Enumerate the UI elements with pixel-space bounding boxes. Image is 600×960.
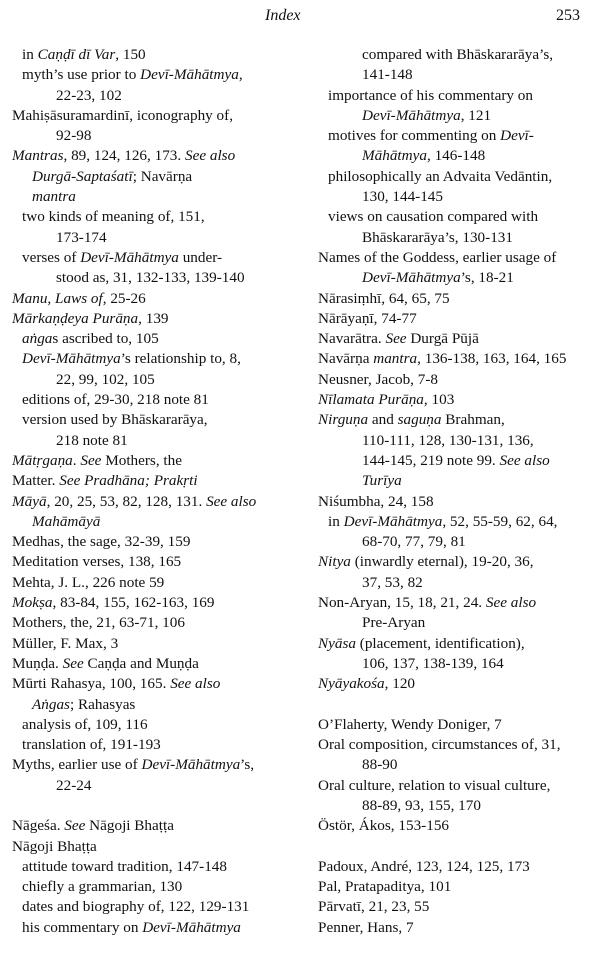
index-entry — [12, 471, 298, 491]
index-entry-continuation — [318, 431, 598, 451]
entry-text: See also — [184, 147, 236, 165]
index-entry — [318, 776, 598, 796]
entry-text: chiefly a grammarian, 130 — [22, 878, 183, 896]
entry-text: See also — [485, 594, 537, 612]
index-column-right — [318, 45, 598, 938]
entry-text: , 150 — [115, 46, 146, 63]
entry-text: 92-98 — [56, 127, 92, 145]
index-subentry — [12, 410, 298, 430]
entry-text: , 89, 124, 126, 173. — [63, 147, 185, 165]
index-entry — [318, 329, 598, 349]
index-entry — [318, 593, 598, 613]
index-entry — [318, 715, 598, 735]
entry-text: 106, 137, 138-139, 164 — [362, 654, 504, 672]
index-subentry — [12, 45, 298, 65]
entry-text: , 136-138, 163, 164, 165 — [417, 350, 567, 368]
index-subentry — [12, 167, 298, 187]
index-subentry — [12, 390, 298, 410]
entry-text: 22, 99, 102, 105 — [56, 370, 155, 388]
index-subentry — [12, 857, 298, 877]
index-subentry — [318, 512, 598, 532]
entry-text: Devī-Māhātmya — [142, 918, 241, 936]
entry-text: See — [64, 817, 86, 835]
index-entry-continuation — [318, 654, 598, 674]
letter-group-gap — [12, 796, 298, 816]
entry-text: O’Flaherty, Wendy Doniger, 7 — [318, 715, 502, 733]
index-entry-continuation — [318, 228, 598, 248]
index-entry — [12, 146, 298, 166]
entry-text: Mārkaṇḍeya Purāṇa — [12, 309, 139, 327]
entry-text: Mokṣa — [12, 594, 53, 612]
index-entry-continuation — [318, 65, 598, 85]
entry-text: , 83-84, 155, 162-163, 169 — [52, 594, 215, 612]
index-entry-continuation — [318, 573, 598, 593]
entry-text: aṅga — [22, 330, 53, 348]
index-subentry — [12, 207, 298, 227]
entry-text: Pal, Pratapaditya, 101 — [318, 878, 452, 896]
index-entry-continuation — [318, 187, 598, 207]
index-entry — [12, 837, 298, 857]
entry-text: , 103 — [423, 391, 455, 409]
entry-text: Meditation verses, 138, 165 — [12, 553, 182, 571]
index-entry — [318, 634, 598, 654]
index-subentry — [12, 349, 298, 369]
entry-text: Navarātra. — [318, 330, 386, 348]
entry-text: , 20, 25, 53, 82, 128, 131. — [46, 492, 207, 510]
index-subentry — [12, 695, 298, 715]
entry-text: saguṇa — [397, 411, 442, 429]
letter-group-gap — [318, 837, 598, 857]
index-entry-continuation — [12, 776, 298, 796]
index-subentry — [12, 715, 298, 735]
entry-text: Padoux, André, 123, 124, 125, 173 — [318, 857, 530, 875]
entry-text: Neusner, Jacob, 7-8 — [318, 370, 439, 388]
index-entry — [12, 613, 298, 633]
index-entry — [318, 918, 598, 938]
entry-text: Devī-Māhātmya — [22, 350, 121, 368]
entry-text: editions of, 29-30, 218 note 81 — [22, 391, 209, 409]
entry-text: Mehta, J. L., 226 note 59 — [12, 573, 165, 591]
entry-text: his commentary on — [22, 918, 143, 936]
entry-text: analysis of, 109, 116 — [22, 715, 148, 733]
running-head — [0, 4, 600, 28]
index-entry-continuation — [12, 126, 298, 146]
entry-text: Non-Aryan, 15, 18, 21, 24. — [318, 594, 486, 612]
entry-text: Nitya — [318, 553, 351, 571]
index-entry-continuation — [318, 451, 598, 471]
entry-text: in — [328, 512, 344, 530]
index-entry-continuation — [318, 45, 598, 65]
entry-text: , — [238, 66, 243, 84]
entry-text: Mothers, the, 21, 63-71, 106 — [12, 614, 185, 632]
index-entry-continuation — [318, 146, 598, 166]
index-entry — [318, 897, 598, 917]
entry-text: dates and biography of, 122, 129-131 — [22, 898, 250, 916]
index-subentry — [12, 877, 298, 897]
index-entry — [12, 552, 298, 572]
letter-group-gap — [318, 695, 598, 715]
entry-text: See also — [499, 451, 550, 469]
entry-text: (inwardly eternal), 19-20, 36, — [350, 553, 534, 571]
index-entry-continuation — [12, 86, 298, 106]
entry-text: 218 note 81 — [56, 431, 128, 449]
entry-text: Turīya — [362, 472, 402, 490]
index-entry-continuation — [318, 755, 598, 775]
entry-text: in — [22, 46, 38, 63]
entry-text: Nārasiṃhī, 64, 65, 75 — [318, 289, 450, 307]
entry-text: Myths, earlier use of — [12, 756, 142, 774]
entry-text: Mahāmāyā — [32, 512, 101, 530]
entry-text: motives for commenting on — [328, 127, 501, 145]
entry-text: Mahiṣāsuramardinī, iconography of, — [12, 106, 234, 124]
entry-text: myth’s use prior to — [22, 66, 141, 84]
entry-text: Nīlamata Purāṇa — [318, 391, 424, 409]
entry-text: Devī-Māhātmya — [141, 756, 241, 774]
index-subentry — [318, 207, 598, 227]
entry-text: , 25-26 — [102, 289, 146, 307]
index-subentry — [12, 65, 298, 85]
entry-text: Mūrti Rahasya, 100, 165. — [12, 675, 171, 693]
index-entry — [12, 309, 298, 329]
entry-text: ’s, — [240, 756, 255, 774]
index-entry — [12, 289, 298, 309]
entry-text: 88-89, 93, 155, 170 — [362, 796, 481, 814]
index-entry-continuation — [12, 228, 298, 248]
index-subentry — [12, 897, 298, 917]
index-entry — [12, 593, 298, 613]
index-entry — [318, 816, 598, 836]
entry-text: Müller, F. Max, 3 — [12, 634, 119, 652]
entry-text: Pārvatī, 21, 23, 55 — [318, 898, 430, 916]
entry-text: 22-24 — [56, 776, 92, 794]
entry-text: Aṅgas — [32, 695, 70, 713]
entry-text: Nāgoji Bhaṭṭa — [85, 817, 174, 835]
index-entry-continuation — [318, 106, 598, 126]
entry-text: Māhātmya — [362, 147, 427, 165]
entry-text: , 139 — [138, 309, 169, 327]
index-subentry — [12, 918, 298, 938]
index-entry — [12, 634, 298, 654]
entry-text: Māyā — [12, 492, 47, 510]
index-entry-continuation — [318, 532, 598, 552]
entry-text: Oral composition, circumstances of, 31, — [318, 736, 561, 754]
entry-text: two kinds of meaning of, 151, — [22, 208, 205, 226]
entry-text: Mātṛgaṇa — [12, 451, 73, 469]
index-entry-continuation — [318, 471, 598, 491]
entry-text: philosophically an Advaita Vedāntin, — [328, 167, 553, 185]
entry-text: Devī-Māhātmya — [343, 512, 443, 530]
entry-text: , 120 — [384, 675, 416, 693]
entry-text: ’s, 18-21 — [460, 269, 514, 287]
entry-text: Navārṇa — [318, 350, 374, 368]
entry-text: mantra — [32, 188, 76, 206]
entry-text: Bhāskararāya’s, 130-131 — [362, 228, 513, 246]
index-entry — [318, 370, 598, 390]
running-head-title: Index — [265, 7, 301, 24]
entry-text: Penner, Hans, 7 — [318, 918, 414, 936]
index-subentry — [12, 735, 298, 755]
entry-text: Names of the Goddess, earlier usage of — [318, 248, 557, 266]
entry-text: Nāgoji Bhaṭṭa — [12, 837, 97, 855]
index-subentry — [318, 86, 598, 106]
index-entry — [12, 755, 298, 775]
entry-text: compared with Bhāskararāya’s, — [362, 46, 554, 63]
entry-text: See — [62, 654, 84, 672]
entry-text: Muṇḍa. — [12, 654, 63, 672]
index-entry — [12, 816, 298, 836]
entry-text: Niśumbha, 24, 158 — [318, 492, 434, 510]
index-entry — [318, 492, 598, 512]
entry-text: 130, 144-145 — [362, 188, 443, 206]
index-entry — [12, 532, 298, 552]
index-entry-continuation — [12, 268, 298, 288]
entry-text: Nāgeśa. — [12, 817, 65, 835]
entry-text: mantra — [373, 350, 418, 368]
entry-text: Brahman, — [441, 411, 505, 429]
index-entry — [318, 877, 598, 897]
entry-text: Manu, Laws of — [12, 289, 103, 307]
index-column-left — [12, 45, 298, 938]
entry-text: . — [72, 451, 81, 469]
index-entry — [12, 654, 298, 674]
index-entry-continuation — [318, 268, 598, 288]
entry-text: Nārāyaṇī, 74-77 — [318, 309, 417, 327]
entry-text: , 52, 55-59, 62, 64, — [442, 512, 558, 530]
index-entry-continuation — [12, 431, 298, 451]
entry-text: Devī-Māhātmya — [362, 106, 461, 124]
entry-text: Durgā-Saptaśatī — [32, 167, 133, 185]
index-entry — [318, 289, 598, 309]
index-entry — [318, 552, 598, 572]
index-entry — [12, 451, 298, 471]
index-entry — [318, 390, 598, 410]
entry-text: 37, 53, 82 — [362, 573, 423, 591]
entry-text: See — [385, 330, 407, 348]
entry-text: verses of — [22, 248, 81, 266]
index-subentry — [12, 248, 298, 268]
entry-text: s ascribed to, 105 — [52, 330, 159, 348]
entry-text: See — [80, 451, 102, 469]
index-entry-continuation — [318, 613, 598, 633]
entry-text: 144-145, 219 note 99. — [362, 451, 500, 469]
entry-text: views on causation compared with — [328, 208, 539, 226]
entry-text: 173-174 — [56, 228, 107, 246]
index-entry — [12, 492, 298, 512]
entry-text: attitude toward tradition, 147-148 — [22, 857, 227, 875]
index-entry — [318, 248, 598, 268]
index-entry — [318, 349, 598, 369]
index-subentry — [12, 512, 298, 532]
entry-text: Durgā Pūjā — [406, 330, 479, 348]
entry-text: 68-70, 77, 79, 81 — [362, 533, 466, 551]
index-entry — [12, 106, 298, 126]
entry-text: 22-23, 102 — [56, 86, 122, 104]
entry-text: stood as, 31, 132-133, 139-140 — [56, 269, 245, 287]
index-subentry — [12, 329, 298, 349]
index-entry — [318, 857, 598, 877]
index-entry-continuation — [318, 796, 598, 816]
index-entry — [12, 573, 298, 593]
entry-text: Caṇḍī dī Var — [37, 46, 116, 63]
entry-text: Devī- — [500, 127, 534, 145]
entry-text: Mothers, the — [101, 451, 182, 469]
entry-text: Devī-Māhātmya — [80, 248, 179, 266]
entry-text: 88-90 — [362, 756, 398, 774]
entry-text: See also — [206, 492, 257, 510]
entry-text: See Pradhāna; Prakṛti — [59, 472, 198, 490]
entry-text: Nyāyakośa — [318, 675, 385, 693]
entry-text: 141-148 — [362, 66, 413, 84]
entry-text: Devī-Māhātmya — [140, 66, 239, 84]
entry-text: and — [368, 411, 398, 429]
entry-text: ; Rahasyas — [69, 695, 136, 713]
entry-text: translation of, 191-193 — [22, 736, 161, 754]
entry-text: version used by Bhāskararāya, — [22, 411, 208, 429]
index-subentry — [12, 187, 298, 207]
index-entry — [318, 309, 598, 329]
entry-text: under- — [178, 248, 223, 266]
entry-text: Matter. — [12, 472, 60, 490]
entry-text: Caṇḍa and Muṇḍa — [83, 654, 199, 672]
page-number: 253 — [556, 7, 580, 24]
entry-text: Pre-Aryan — [362, 614, 426, 632]
entry-text: 110-111, 128, 130-131, 136, — [362, 431, 534, 449]
entry-text: Nirguṇa — [318, 411, 369, 429]
index-entry — [318, 410, 598, 430]
index-subentry — [318, 126, 598, 146]
entry-text: Medhas, the sage, 32-39, 159 — [12, 533, 191, 551]
index-entry — [318, 735, 598, 755]
index-entry — [12, 674, 298, 694]
index-entry-continuation — [12, 370, 298, 390]
entry-text: importance of his commentary on — [328, 86, 533, 104]
entry-text: Nyāsa — [318, 634, 356, 652]
entry-text: (placement, identification), — [355, 634, 525, 652]
entry-text: Östör, Ákos, 153-156 — [318, 817, 450, 835]
entry-text: Oral culture, relation to visual culture, — [318, 776, 551, 794]
index-entry — [318, 674, 598, 694]
entry-text: Devī-Māhātmya — [362, 269, 461, 287]
index-subentry — [318, 167, 598, 187]
entry-text: See also — [170, 675, 221, 693]
entry-text: ; Navārṇa — [132, 167, 193, 185]
entry-text: Mantras — [12, 147, 64, 165]
entry-text: , 121 — [460, 106, 492, 124]
entry-text: ’s relationship to, 8, — [120, 350, 241, 368]
entry-text: , 146-148 — [426, 147, 486, 165]
